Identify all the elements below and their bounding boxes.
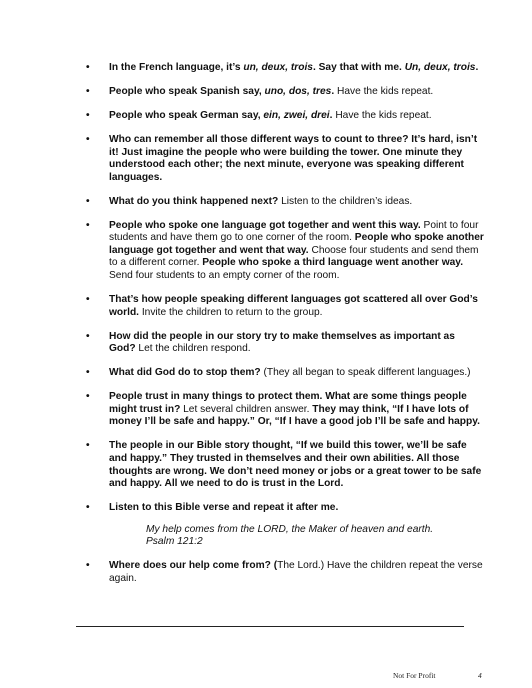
bullet-icon: • [86,109,90,121]
text-segment: People who speak Spanish say, [109,85,265,97]
text-segment: un, deux, trois [243,62,313,73]
text-segment: Point to four students and have them go to one corner of the room. [109,219,479,244]
bullet-icon: • [86,367,90,379]
list-item [86,62,484,75]
bullet-icon: • [86,62,90,73]
text-segment: People who speak German say, [109,109,264,121]
list-item [86,86,484,99]
text-segment: Let the children respond. [135,343,251,355]
list-item [86,196,484,209]
list-item-text [109,62,478,73]
text-segment: . Say that with me. [312,62,405,73]
list-item [86,110,484,123]
list-item-text [109,110,432,121]
text-segment: The people in our Bible story thought, “If we build this tower, we’ll be safe and happy.” They trusted in themselves and their own abilities. All those thoughts are wrong. We don’t need money or jobs or a great tower to be safe and happy. All we need to do is trust in the Lord. [109,440,482,490]
text-segment: What do you think happened next? [109,195,279,207]
list-item [86,294,484,319]
text-segment: . [475,62,479,73]
bullet-icon: • [86,219,90,231]
text-segment: Have the kids repeat. [334,85,434,97]
lesson-bullet-list [86,62,484,597]
text-segment: Where does our help come from? ( [109,560,278,572]
text-segment: Let several children answer. [180,403,313,415]
list-item [86,502,484,549]
list-item-text [109,367,471,378]
text-segment: ein, zwei, drei [263,109,330,121]
bullet-icon: • [86,133,90,145]
list-item-text [109,560,483,584]
page-number: 4 [478,671,482,680]
bullet-icon: • [86,502,90,514]
text-segment: In the French language, it’s [109,62,244,73]
bullet-icon: • [86,440,90,452]
list-item [86,440,484,490]
text-segment: Who can remember all those different ways to count to three? It’s hard, isn’t it! Just imagine the people who were building the tower. One minute they understood each other; the next minute, everyone was speaking different languages. [109,133,478,183]
text-segment: . [331,85,335,97]
text-segment: What did God do to stop them? [109,367,261,379]
text-segment: Un, deux, trois [404,62,476,73]
bullet-icon: • [86,85,90,97]
list-item-text [109,86,433,97]
list-item [86,331,484,356]
list-item [86,134,484,184]
text-segment: That’s how people speaking different languages got scattered all over God’s world. [109,294,478,318]
list-item-text [109,294,478,318]
list-item-text [109,134,477,183]
footer-label: Not For Profit [393,671,436,680]
list-item-text [109,196,412,207]
list-item-text [109,502,338,513]
verse-text: My help comes from the LORD, the Maker of heaven and earth. [146,523,434,535]
bullet-icon: • [86,330,90,342]
list-item [86,367,484,380]
list-item-text [109,440,481,489]
bible-verse [146,524,484,549]
list-item [86,391,484,429]
text-segment: Choose four students and send them to a different corner. [109,244,479,269]
text-segment: Listen to this Bible verse and repeat it after me. [109,502,339,514]
text-segment: (They all began to speak different languages.) [260,367,471,379]
list-item-text [109,391,480,427]
text-segment: People who spoke a third language went another way. [202,257,464,269]
text-segment: They may think, “If I have lots of money I’ll be safe and happy.” Or, “If I have a good job I’ll be safe and happy. [109,403,480,428]
text-segment: Listen to the children’s ideas. [278,195,413,207]
text-segment: People trust in many things to protect them. What are some things people might trust in? [109,391,467,415]
bullet-icon: • [86,195,90,207]
text-segment: Invite the children to return to the group. [139,306,323,318]
text-segment: People who spoke one language got together and went this way. [109,219,421,231]
list-item [86,560,484,585]
text-segment: uno, dos, tres [264,85,332,97]
verse-reference: Psalm 121:2 [146,536,203,548]
text-segment: The Lord.) Have the children repeat the verse again. [109,560,483,584]
list-item-text [109,331,455,355]
bullet-icon: • [86,391,90,403]
text-segment: People who spoke another language got together and went that way. [109,232,484,256]
text-segment: . [329,109,333,121]
list-item [86,220,484,283]
footer-divider [76,626,464,627]
list-item-text [109,220,484,281]
text-segment: Have the kids repeat. [332,109,432,121]
bullet-icon: • [86,560,90,572]
bullet-icon: • [86,294,90,306]
text-segment: Send four students to an empty corner of the room. [109,270,340,282]
text-segment: How did the people in our story try to make themselves as important as God? [109,330,455,355]
